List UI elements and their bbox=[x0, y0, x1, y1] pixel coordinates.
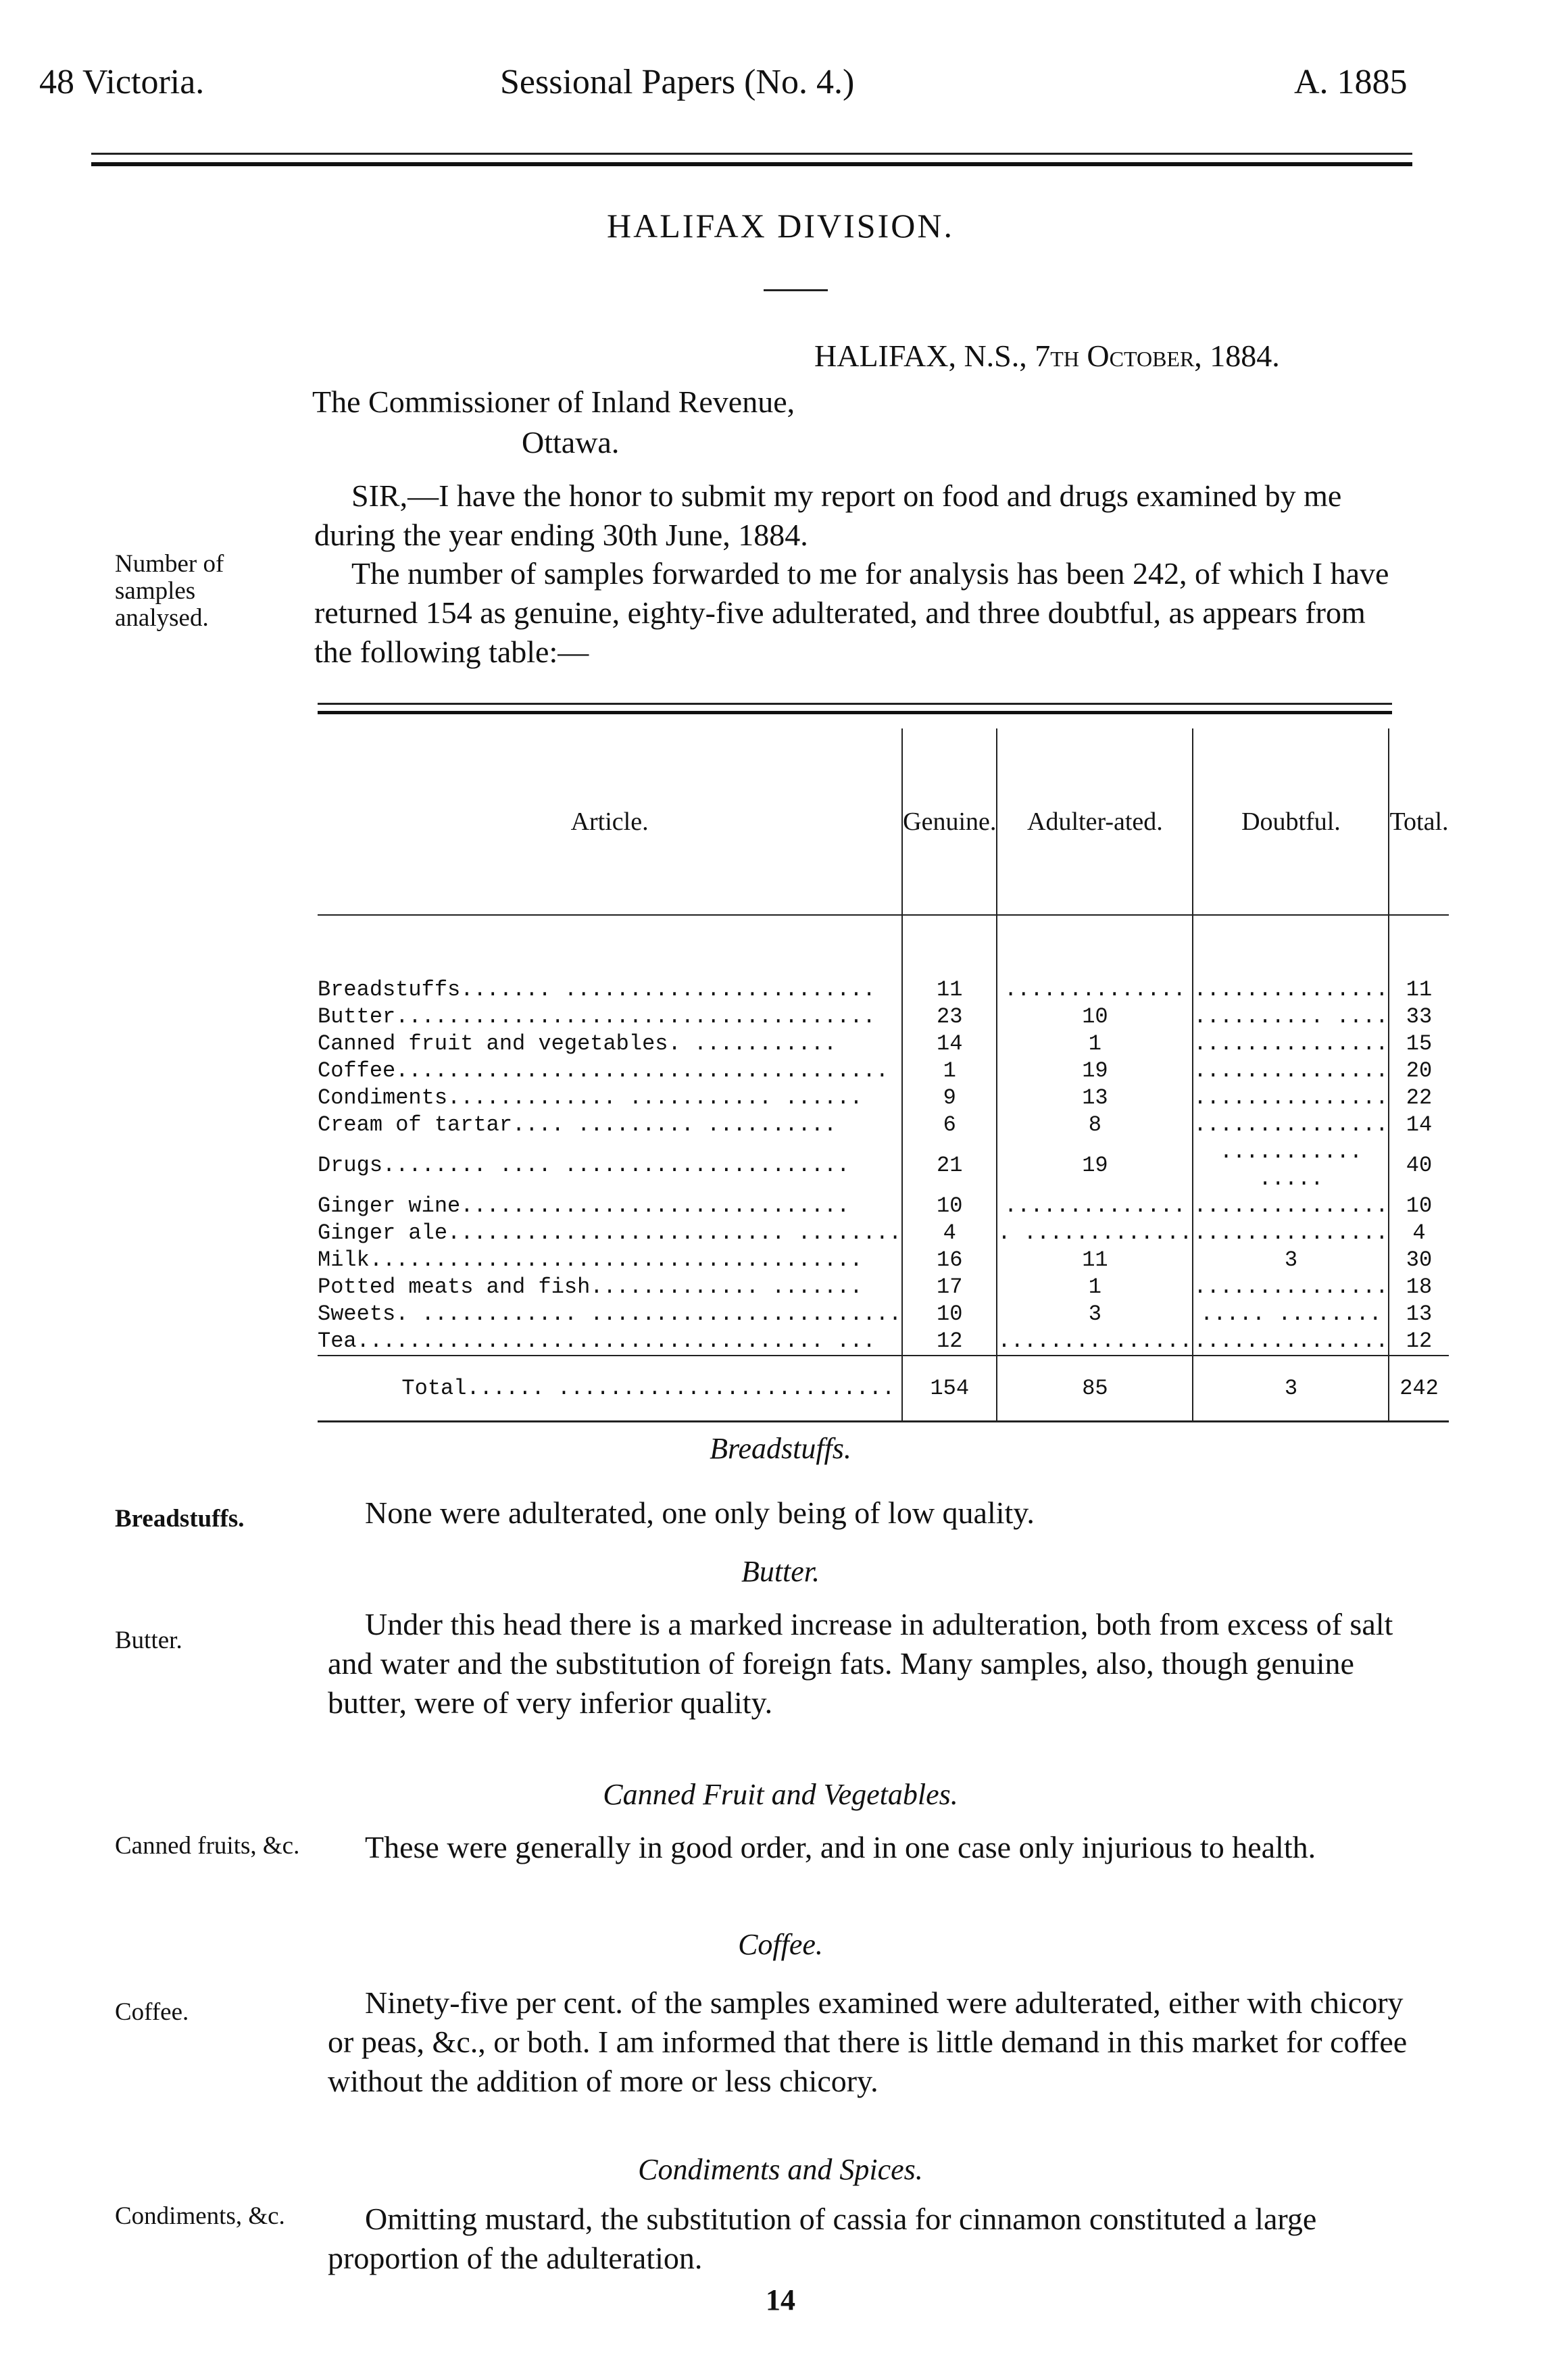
total-genuine: 154 bbox=[902, 1356, 997, 1422]
table-row bbox=[318, 1220, 1449, 1247]
cell-genuine: 11 bbox=[902, 976, 997, 1003]
heading-coffee: Coffee. bbox=[738, 1928, 823, 1961]
cell-total: 40 bbox=[1389, 1139, 1448, 1193]
addressee-line2: Ottawa. bbox=[522, 425, 620, 460]
col-total: Total. bbox=[1389, 728, 1448, 915]
samples-table bbox=[318, 728, 1449, 1422]
cell-article: Ginger wine.............................. bbox=[318, 1193, 850, 1218]
cell-total: 18 bbox=[1389, 1274, 1448, 1301]
cell-adulterated: 19 bbox=[997, 1058, 1193, 1085]
heading-breadstuffs: Breadstuffs. bbox=[710, 1432, 851, 1465]
cell-genuine: 10 bbox=[902, 1301, 997, 1328]
margin-note-condiments: Condiments, &c. bbox=[115, 2202, 285, 2230]
cell-article: Ginger ale.......................... ........ bbox=[318, 1220, 902, 1245]
cell-article: Tea.................................... ... bbox=[318, 1329, 876, 1354]
cell-genuine: 14 bbox=[902, 1031, 997, 1058]
dateline: HALIFAX, N.S., 7th October, 1884. bbox=[814, 339, 1280, 373]
cell-doubtful: .......... .... bbox=[1193, 1004, 1389, 1029]
letter-paragraph-2: The number of samples forwarded to me for analysis has been 242, of which I have returned 154 as genuine, eighty-five adulterated, and three doubtful, as appears from the following table:— bbox=[314, 556, 1389, 669]
margin-note-samples: Number of samples analysed. bbox=[115, 550, 224, 632]
header-left: 48 Victoria. bbox=[39, 63, 205, 101]
table-row bbox=[318, 1247, 1449, 1274]
table-row bbox=[318, 1193, 1449, 1220]
cell-doubtful: ..... ........ bbox=[1193, 1301, 1389, 1328]
cell-doubtful: ............... bbox=[1193, 1112, 1389, 1137]
cell-genuine: 23 bbox=[902, 1003, 997, 1031]
col-genuine: Genuine. bbox=[902, 728, 997, 915]
total-adulterated: 85 bbox=[997, 1356, 1193, 1422]
margin-note-breadstuffs: Breadstuffs. bbox=[115, 1505, 245, 1533]
table-row bbox=[318, 1085, 1449, 1112]
cell-adulterated: 13 bbox=[997, 1085, 1193, 1112]
cell-total: 33 bbox=[1389, 1003, 1448, 1031]
table-row bbox=[318, 1301, 1449, 1328]
header-rule-bottom bbox=[91, 162, 1412, 166]
table-rule-top2 bbox=[318, 711, 1392, 714]
cell-total: 15 bbox=[1389, 1031, 1448, 1058]
cell-article: Sweets. ............ ........................ bbox=[318, 1301, 902, 1327]
table-row bbox=[318, 1031, 1449, 1058]
table-rule-top1 bbox=[318, 703, 1392, 705]
total-total: 242 bbox=[1389, 1356, 1448, 1422]
cell-doubtful: 3 bbox=[1193, 1247, 1389, 1274]
cell-adulterated: 1 bbox=[997, 1274, 1193, 1301]
text-breadstuffs: None were adulterated, one only being of low quality. bbox=[365, 1495, 1035, 1530]
cell-genuine: 9 bbox=[902, 1085, 997, 1112]
cell-article: Milk...................................... bbox=[318, 1247, 863, 1272]
table-row bbox=[318, 976, 1449, 1003]
cell-article: Potted meats and fish............. ....... bbox=[318, 1274, 863, 1299]
cell-adulterated: 19 bbox=[997, 1139, 1193, 1193]
header-rule-top bbox=[91, 153, 1412, 155]
cell-total: 11 bbox=[1389, 976, 1448, 1003]
total-label: Total...... .......................... bbox=[318, 1356, 902, 1422]
text-condiments: Omitting mustard, the substitution of cassia for cinnamon constituted a large proportion of the adulteration. bbox=[328, 2202, 1317, 2275]
page-number: 14 bbox=[766, 2283, 795, 2316]
cell-total: 13 bbox=[1389, 1301, 1448, 1328]
cell-doubtful: ........... ..... bbox=[1193, 1139, 1389, 1193]
table-total-row bbox=[318, 1356, 1449, 1422]
cell-genuine: 17 bbox=[902, 1274, 997, 1301]
letter-paragraph-1: SIR,—I have the honor to submit my report on food and drugs examined by me during the year ending 30th June, 1884. bbox=[314, 478, 1342, 552]
cell-doubtful: ............... bbox=[1193, 1058, 1389, 1083]
heading-condiments: Condiments and Spices. bbox=[638, 2153, 923, 2186]
header-right: A. 1885 bbox=[1294, 63, 1408, 101]
margin-note-canned: Canned fruits, &c. bbox=[115, 1832, 300, 1860]
header-center: Sessional Papers (No. 4.) bbox=[500, 63, 855, 101]
cell-article: Butter..................................... bbox=[318, 1004, 876, 1029]
text-coffee: Ninety-five per cent. of the samples examined were adulterated, either with chicory or peas, &c., or both. I am informed that there is little demand in this market for coffee without the addition of more or less chicory. bbox=[328, 1985, 1408, 2098]
cell-article: Condiments............. ........... ...... bbox=[318, 1085, 863, 1110]
cell-article: Breadstuffs....... ........................ bbox=[318, 977, 876, 1002]
cell-doubtful: ............... bbox=[1193, 1193, 1389, 1218]
cell-doubtful: ............... bbox=[1193, 1328, 1389, 1356]
margin-note-coffee: Coffee. bbox=[115, 1998, 189, 2026]
cell-doubtful: ............... bbox=[1193, 1085, 1389, 1110]
table-row bbox=[318, 1112, 1449, 1139]
cell-adulterated: . ............. bbox=[997, 1220, 1193, 1245]
table-row bbox=[318, 1139, 1449, 1193]
table-row bbox=[318, 1274, 1449, 1301]
total-doubtful: 3 bbox=[1193, 1356, 1389, 1422]
header-separator bbox=[318, 915, 902, 976]
cell-genuine: 6 bbox=[902, 1112, 997, 1139]
cell-total: 20 bbox=[1389, 1058, 1448, 1085]
cell-adulterated: .............. bbox=[997, 976, 1193, 1003]
cell-total: 4 bbox=[1389, 1220, 1448, 1247]
cell-doubtful: ............... bbox=[1193, 977, 1389, 1002]
cell-genuine: 10 bbox=[902, 1193, 997, 1220]
addressee-line1: The Commissioner of Inland Revenue, bbox=[312, 385, 795, 419]
title-dash bbox=[764, 289, 828, 291]
cell-genuine: 16 bbox=[902, 1247, 997, 1274]
cell-adulterated: ............... bbox=[997, 1328, 1193, 1356]
heading-butter: Butter. bbox=[741, 1555, 820, 1588]
cell-article: Coffee...................................... bbox=[318, 1058, 889, 1083]
cell-adulterated: 1 bbox=[997, 1031, 1193, 1058]
cell-genuine: 4 bbox=[902, 1220, 997, 1247]
table-row bbox=[318, 1058, 1449, 1085]
table-row bbox=[318, 1003, 1449, 1031]
col-article: Article. bbox=[570, 807, 649, 836]
cell-total: 22 bbox=[1389, 1085, 1448, 1112]
cell-total: 10 bbox=[1389, 1193, 1448, 1220]
division-title: HALIFAX DIVISION. bbox=[607, 207, 954, 245]
cell-doubtful: ............... bbox=[1193, 1274, 1389, 1299]
cell-article: Drugs........ .... ...................... bbox=[318, 1153, 850, 1178]
cell-total: 14 bbox=[1389, 1112, 1448, 1139]
text-canned: These were generally in good order, and in one case only injurious to health. bbox=[365, 1830, 1316, 1864]
cell-adulterated: .............. bbox=[997, 1193, 1193, 1220]
heading-canned: Canned Fruit and Vegetables. bbox=[603, 1778, 958, 1811]
text-butter: Under this head there is a marked increase in adulteration, both from excess of salt and water and the substitution of foreign fats. Many samples, also, though genuine butter, were of very inferior quality. bbox=[328, 1607, 1393, 1720]
cell-article: Canned fruit and vegetables. ........... bbox=[318, 1031, 837, 1056]
cell-genuine: 1 bbox=[902, 1058, 997, 1085]
cell-doubtful: ............... bbox=[1193, 1220, 1389, 1245]
cell-genuine: 12 bbox=[902, 1328, 997, 1356]
cell-article: Cream of tartar.... ......... .......... bbox=[318, 1112, 837, 1137]
cell-adulterated: 3 bbox=[997, 1301, 1193, 1328]
table-row bbox=[318, 1328, 1449, 1356]
cell-genuine: 21 bbox=[902, 1139, 997, 1193]
cell-adulterated: 8 bbox=[997, 1112, 1193, 1139]
cell-total: 30 bbox=[1389, 1247, 1448, 1274]
cell-adulterated: 10 bbox=[997, 1003, 1193, 1031]
margin-note-butter: Butter. bbox=[115, 1627, 182, 1654]
cell-doubtful: ............... bbox=[1193, 1031, 1389, 1056]
cell-adulterated: 11 bbox=[997, 1247, 1193, 1274]
cell-total: 12 bbox=[1389, 1328, 1448, 1356]
col-doubtful: Doubtful. bbox=[1193, 728, 1389, 915]
col-adulterated: Adulter-ated. bbox=[997, 728, 1193, 915]
